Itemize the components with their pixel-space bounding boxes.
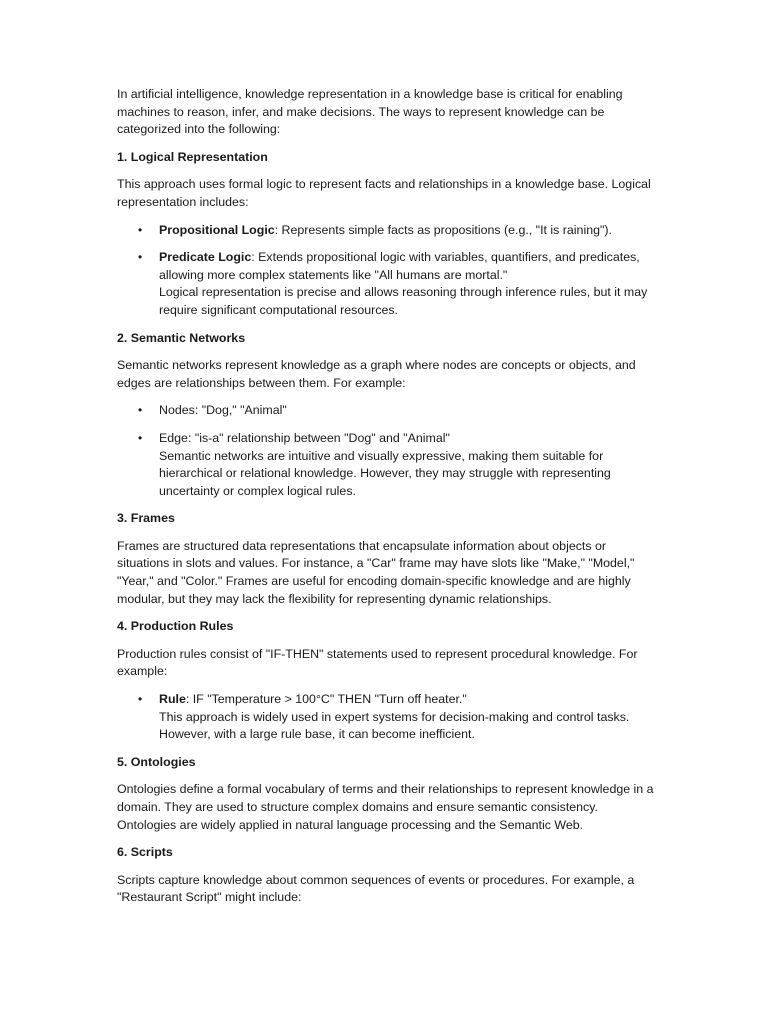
bullet-icon: • — [138, 222, 143, 237]
section-heading-logical-representation: 1. Logical Representation — [117, 149, 268, 164]
bullet-text: : IF "Temperature > 100°C" THEN "Turn off heater." — [185, 692, 467, 707]
section-paragraph-semantic-networks: Semantic networks represent knowledge as a graph where nodes are concepts or objects, and edges are relationships between them. For example: — [117, 358, 636, 390]
section-heading-frames: 3. Frames — [117, 511, 175, 526]
bullet-term: Propositional Logic — [159, 222, 275, 237]
bullet-text: : Represents simple facts as propositions (e.g., "It is raining"). — [274, 222, 612, 237]
bullet-icon: • — [138, 692, 143, 707]
list-item — [117, 402, 657, 420]
document-page — [117, 86, 657, 917]
bullet-continuation: This approach is widely used in expert systems for decision-making and control tasks. However, with a large rule base, it can become inefficient. — [159, 709, 630, 742]
bullet-text: Edge: "is-a" relationship between "Dog" and "Animal" — [159, 430, 450, 445]
section-paragraph-scripts: Scripts capture knowledge about common sequences of events or procedures. For example, a "Restaurant Script" might include: — [117, 872, 635, 905]
bullet-list-logical-representation — [117, 222, 657, 320]
bullet-text: : Extends propositional logic with variables, quantifiers, and predicates, allowing more complex statements like "All humans are mortal." — [159, 250, 640, 282]
bullet-list-semantic-networks — [117, 402, 657, 500]
bullet-icon: • — [138, 403, 143, 418]
bullet-term: Predicate Logic — [159, 250, 252, 265]
bullet-continuation: Semantic networks are intuitive and visually expressive, making them suitable for hierarchical or relational knowledge. However, they may struggle with representing uncertainty or complex logical rules. — [159, 448, 611, 498]
list-item — [117, 691, 657, 744]
bullet-icon: • — [138, 250, 143, 265]
list-item — [117, 430, 657, 500]
list-item — [117, 222, 657, 240]
section-paragraph-ontologies: Ontologies define a formal vocabulary of terms and their relationships to represent knowledge in a domain. They are used to structure complex domains and ensure semantic consistency. Ontologies are widely applied in natural language processing and the Semantic Web. — [117, 782, 654, 832]
section-paragraph-logical-representation: This approach uses formal logic to represent facts and relationships in a knowledge base. Logical representation includes: — [117, 177, 651, 209]
bullet-icon: • — [138, 430, 143, 445]
section-heading-production-rules: 4. Production Rules — [117, 619, 234, 634]
intro-paragraph: In artificial intelligence, knowledge representation in a knowledge base is critical for enabling machines to reason, infer, and make decisions. The ways to represent knowledge can be categorized into the following: — [117, 87, 623, 137]
section-heading-semantic-networks: 2. Semantic Networks — [117, 330, 246, 345]
section-heading-ontologies: 5. Ontologies — [117, 754, 196, 769]
bullet-text: Nodes: "Dog," "Animal" — [159, 403, 287, 418]
list-item — [117, 249, 657, 319]
section-heading-scripts: 6. Scripts — [117, 845, 173, 860]
section-paragraph-frames: Frames are structured data representations that encapsulate information about objects or situations in slots and values. For instance, a "Car" frame may have slots like "Make," "Model," "Year," and "Color." Frames are useful for encoding domain-specific knowledge and are highly modular, but they may lack the flexibility for representing dynamic relationships. — [117, 538, 635, 606]
bullet-list-production-rules — [117, 691, 657, 744]
bullet-term: Rule — [159, 692, 186, 707]
section-paragraph-production-rules: Production rules consist of "IF-THEN" statements used to represent procedural knowledge. For example: — [117, 646, 638, 679]
bullet-continuation: Logical representation is precise and allows reasoning through inference rules, but it may require significant computational resources. — [159, 285, 648, 317]
